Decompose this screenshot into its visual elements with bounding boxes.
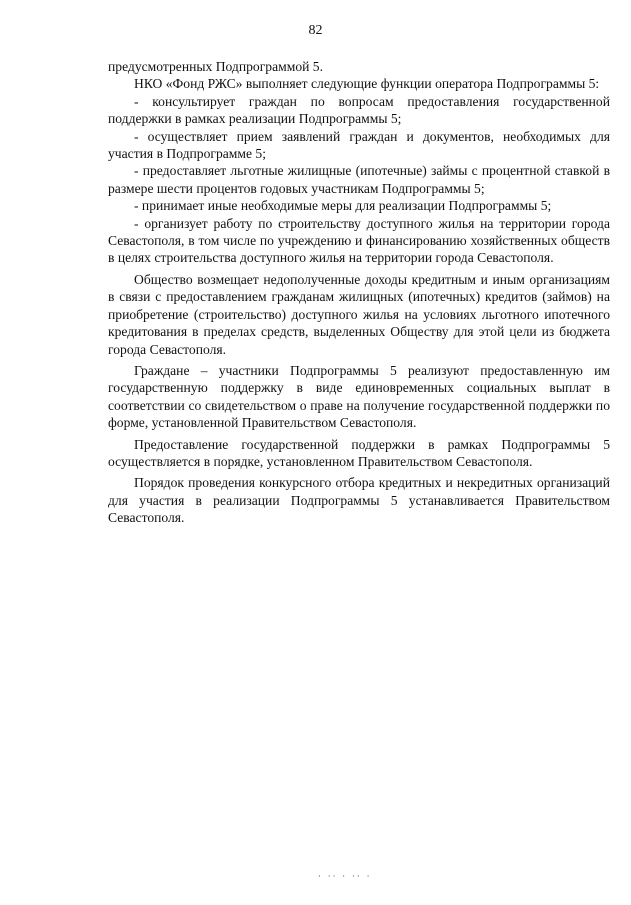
document-body — [108, 58, 610, 527]
paragraph: предусмотренных Подпрограммой 5. — [108, 59, 323, 74]
list-item: - консультирует граждан по вопросам предоставления государственной поддержки в рамках реализации Подпрограммы 5; — [108, 93, 610, 127]
list-item: - осуществляет прием заявлений граждан и документов, необходимых для участия в Подпрограмме 5; — [108, 128, 610, 162]
paragraph: Предоставление государственной поддержки в рамках Подпрограммы 5 осуществляется в порядке, установленном Правительством Севастополя. — [108, 436, 610, 469]
page-number: 82 — [308, 23, 323, 38]
list-item: - предоставляет льготные жилищные (ипотечные) займы с процентной ставкой в размере шести процентов годовых участникам Подпрограммы 5; — [108, 163, 610, 196]
paragraph: НКО «Фонд РЖС» выполняет следующие функции оператора Подпрограммы 5: — [134, 76, 600, 92]
paragraph: Порядок проведения конкурсного отбора кредитных и некредитных организаций для участия в реализации Подпрограммы 5 устанавливается Правительством Севастополя. — [108, 475, 610, 526]
list-item: - организует работу по строительству доступного жилья на территории города Севастополя, в том числе по учреждению и финансированию хозяйственных обществ в целях строительства доступного жилья на территории города Севастополя. — [108, 215, 610, 266]
paragraph: Общество возмещает недополученные доходы кредитным и иным организациям в связи с предоставлением гражданам жилищных (ипотечных) кредитов (займов) на приобретение (строительство) доступного жилья на условиях льготного ипотечного кредитования в пределах средств, выделенных Обществу для этой цели из бюджета города Севастополя. — [108, 271, 610, 357]
paragraph: Граждане – участники Подпрограммы 5 реализуют предоставленную им государственную поддержку в виде единовременных социальных выплат в соответствии со свидетельством о праве на получение государственной поддержки по форме, установленной Правительством Севастополя. — [108, 362, 610, 431]
list-item: - принимает иные необходимые меры для реализации Подпрограммы 5; — [134, 198, 552, 214]
scan-artifact-mark: · ·· · ·· · — [318, 872, 372, 882]
